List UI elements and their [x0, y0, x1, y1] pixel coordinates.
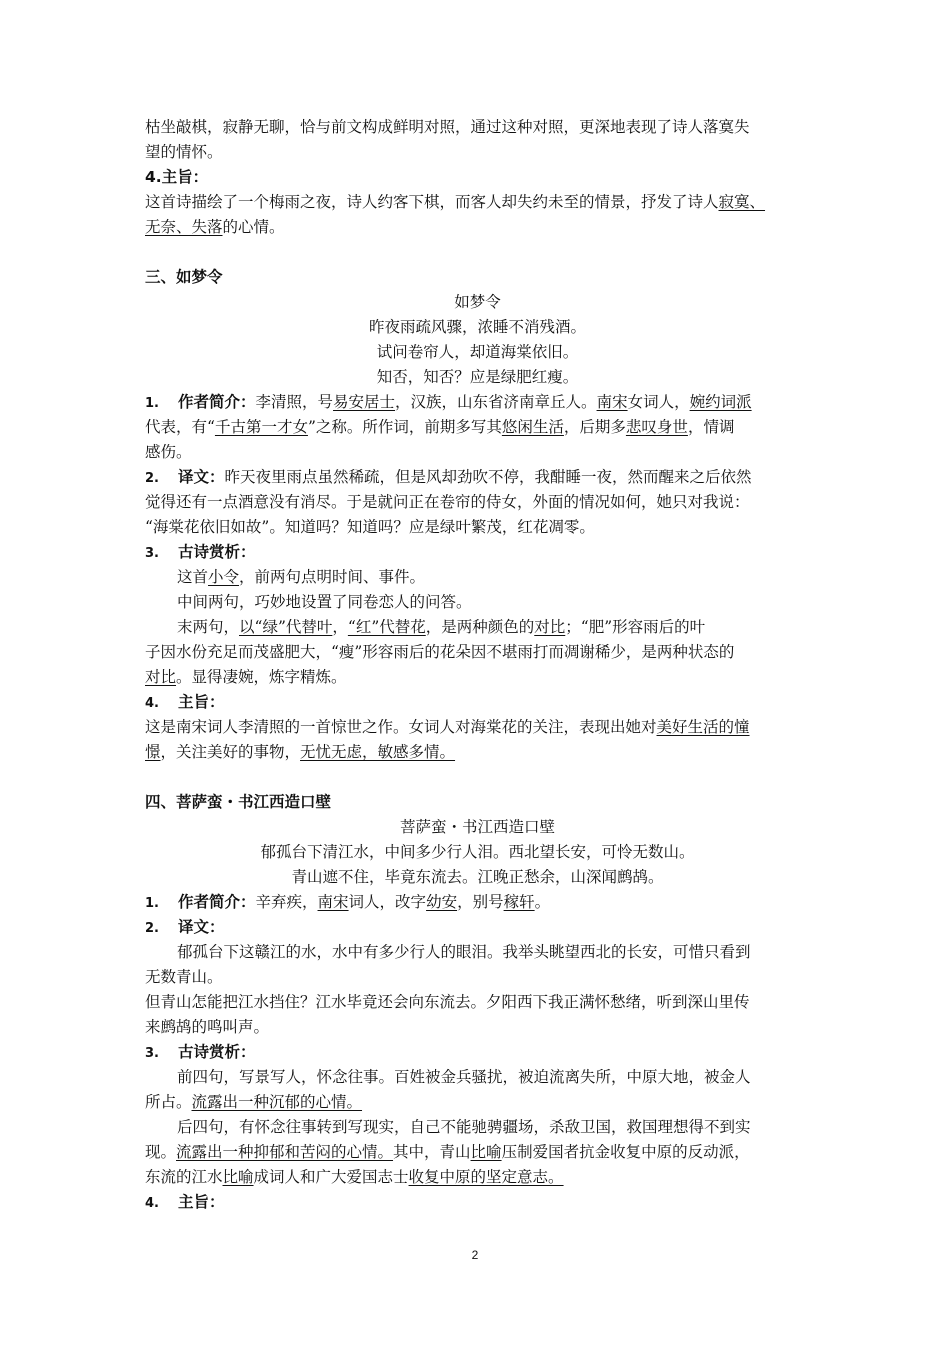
underlined-text: 无奈、失落: [145, 218, 223, 236]
author-intro: [145, 890, 810, 915]
item-label: 译文：: [178, 468, 225, 486]
item-number: 1.: [145, 396, 159, 411]
item-number: 4.: [145, 1196, 159, 1211]
page-number: 2: [471, 1248, 479, 1262]
underlined-text: 稼轩: [503, 893, 535, 911]
paragraph-line: 来鹧鸪的鸣叫声。: [145, 1018, 270, 1036]
analysis-heading: [145, 1040, 810, 1065]
paragraph-line: 望的情怀。: [145, 143, 223, 161]
paragraph-line: 觉得还有一点酒意没有消尽。于是就问正在卷帘的侍女，外面的情况如何，她只对我说：: [145, 493, 750, 511]
underlined-text: 对比: [145, 668, 177, 686]
paragraph-line: [145, 190, 810, 215]
item-number: 3.: [145, 546, 159, 561]
theme-heading: [145, 1190, 810, 1215]
underlined-text: 南宋: [596, 393, 628, 411]
underlined-text: 以“绿”代替叶: [239, 618, 333, 636]
underlined-text: 流露出一种沉郁的心情。: [191, 1093, 363, 1111]
item-number: 4.: [145, 696, 159, 711]
paragraph-line: “海棠花依旧如故”。知道吗？知道吗？应是绿叶繁茂，红花凋零。: [145, 518, 595, 536]
text: 这首: [177, 568, 209, 586]
paragraph-line: 子因水份充足而茂盛肥大，“瘦”形容雨后的花朵因不堪雨打而凋谢稀少，是两种状态的: [145, 643, 735, 661]
text: ”之称。所作词，前期多写其: [307, 418, 502, 436]
author-intro: [145, 390, 810, 415]
poem-line: 青山遮不住，毕竟东流去。江晚正愁余，山深闻鹧鸪。: [291, 868, 664, 886]
text: 的心情。: [222, 218, 285, 236]
text: 所占。: [145, 1093, 192, 1111]
poem-line: 郁孤台下清江水，中间多少行人泪。西北望长安，可怜无数山。: [260, 843, 695, 861]
text: ，汉族，山东省济南章丘人。: [395, 393, 597, 411]
item-label: 作者简介：: [178, 893, 256, 911]
text: ，别号: [457, 893, 504, 911]
paragraph-line: [145, 665, 810, 690]
paragraph-line: 前四句，写景写人，怀念往事。百姓被金兵骚扰，被迫流离失所，中原大地，被金人: [177, 1068, 751, 1086]
text: 代表，有“: [145, 418, 215, 436]
section-heading: 四、菩萨蛮・书江西造口壁: [145, 793, 332, 811]
item-number: 2.: [145, 921, 159, 936]
paragraph-line: 感伤。: [145, 443, 192, 461]
text: 女词人，: [627, 393, 690, 411]
section-heading: 三、如梦令: [145, 268, 223, 286]
paragraph-line: 无数青山。: [145, 968, 223, 986]
item-label: 古诗赏析：: [178, 1043, 256, 1061]
text: 压制爱国者抗金收复中原的反动派，: [501, 1143, 750, 1161]
item-label: 古诗赏析：: [178, 543, 256, 561]
underlined-text: 比喻: [470, 1143, 502, 1161]
translation-heading: [145, 915, 810, 940]
poem-line: 知否，知否？应是绿肥红瘦。: [376, 368, 579, 386]
text: 辛弃疾，: [255, 893, 318, 911]
paragraph-line: [145, 1090, 810, 1115]
underlined-text: 憬: [145, 743, 161, 761]
underlined-text: 寂寞、: [718, 193, 766, 211]
underlined-text: “红”代替花: [347, 618, 426, 636]
paragraph-line: [145, 740, 810, 765]
theme-heading: 4.主旨：: [145, 168, 209, 186]
underlined-text: 悲叹身世: [625, 418, 688, 436]
text: ，前两句点明时间、事件。: [239, 568, 426, 586]
text: 这首诗描绘了一个梅雨之夜，诗人约客下棋，而客人却失约未至的情景，抒发了诗人: [145, 193, 719, 211]
text: 词人，改字: [348, 893, 427, 911]
text: ，是两种颜色的: [425, 618, 535, 636]
underlined-text: 小令: [208, 568, 240, 586]
paragraph-line: [145, 615, 842, 640]
text: 东流的江水: [145, 1168, 223, 1186]
poem-title: 如梦令: [454, 293, 501, 311]
underlined-text: 无忧无虑，敏感多情。: [300, 743, 456, 761]
underlined-text: 流露出一种抑郁和苦闷的心情。: [176, 1143, 394, 1161]
text: ，关注美好的事物，: [160, 743, 301, 761]
item-number: 1.: [145, 896, 159, 911]
underlined-text: 收复中原的坚定意志。: [408, 1168, 564, 1186]
paragraph-line: 枯坐敲棋，寂静无聊，恰与前文构成鲜明对照，通过这种对照，更深地表现了诗人落寞失: [145, 118, 750, 136]
analysis-heading: [145, 540, 810, 565]
paragraph-line: 郁孤台下这赣江的水，水中有多少行人的眼泪。我举头眺望西北的长安，可惜只看到: [177, 943, 751, 961]
item-number: 3.: [145, 1046, 159, 1061]
paragraph-line: [145, 415, 810, 440]
text: ，: [332, 618, 348, 636]
item-label: 译文：: [178, 918, 225, 936]
translation: [145, 465, 810, 490]
paragraph-line: [145, 215, 810, 240]
underlined-text: 比喻: [222, 1168, 254, 1186]
item-label: 作者简介：: [178, 393, 256, 411]
poem-line: 试问卷帘人，却道海棠依旧。: [376, 343, 579, 361]
text: ，情调: [687, 418, 735, 436]
text: 成词人和广大爱国志士: [253, 1168, 409, 1186]
theme-heading: [145, 690, 810, 715]
underlined-text: 婉约词派: [689, 393, 752, 411]
text: 李清照，号: [255, 393, 334, 411]
poem-line: 昨夜雨疏风骤，浓睡不消残酒。: [368, 318, 586, 336]
paragraph-line: [145, 715, 810, 740]
underlined-text: 易安居士: [333, 393, 396, 411]
text: 其中，青山: [393, 1143, 471, 1161]
text: 现。: [145, 1143, 177, 1161]
paragraph-line: 后四句，有怀念往事转到写现实，自己不能驰骋疆场，杀敌卫国，救国理想得不到实: [177, 1118, 751, 1136]
underlined-text: 幼安: [426, 893, 458, 911]
poem-title: 菩萨蛮・书江西造口壁: [399, 818, 555, 836]
item-label: 主旨：: [178, 1193, 225, 1211]
text: 昨天夜里雨点虽然稀疏，但是风却劲吹不停，我酣睡一夜，然而醒来之后依然: [224, 468, 752, 486]
text: ，后期多: [563, 418, 626, 436]
text: ；“肥”形容雨后的叶: [565, 618, 706, 636]
text: 末两句，: [177, 618, 240, 636]
underlined-text: 南宋: [317, 893, 349, 911]
underlined-text: 悠闲生活: [501, 418, 564, 436]
paragraph-line: 中间两句，巧妙地设置了同卷恋人的问答。: [177, 593, 472, 611]
text: 这是南宋词人李清照的一首惊世之作。女词人对海棠花的关注，表现出她对: [145, 718, 657, 736]
item-number: 2.: [145, 471, 159, 486]
paragraph-line: [145, 565, 842, 590]
paragraph-line: [145, 1140, 810, 1165]
paragraph-line: 但青山怎能把江水挡住？江水毕竟还会向东流去。夕阳西下我正满怀愁绪，听到深山里传: [145, 993, 750, 1011]
underlined-text: 千古第一才女: [214, 418, 308, 436]
underlined-text: 对比: [534, 618, 566, 636]
text: 。显得凄婉，炼字精炼。: [176, 668, 347, 686]
paragraph-line: [145, 1165, 810, 1190]
text: 。: [534, 893, 551, 911]
underlined-text: 美好生活的憧: [656, 718, 750, 736]
item-label: 主旨：: [178, 693, 225, 711]
